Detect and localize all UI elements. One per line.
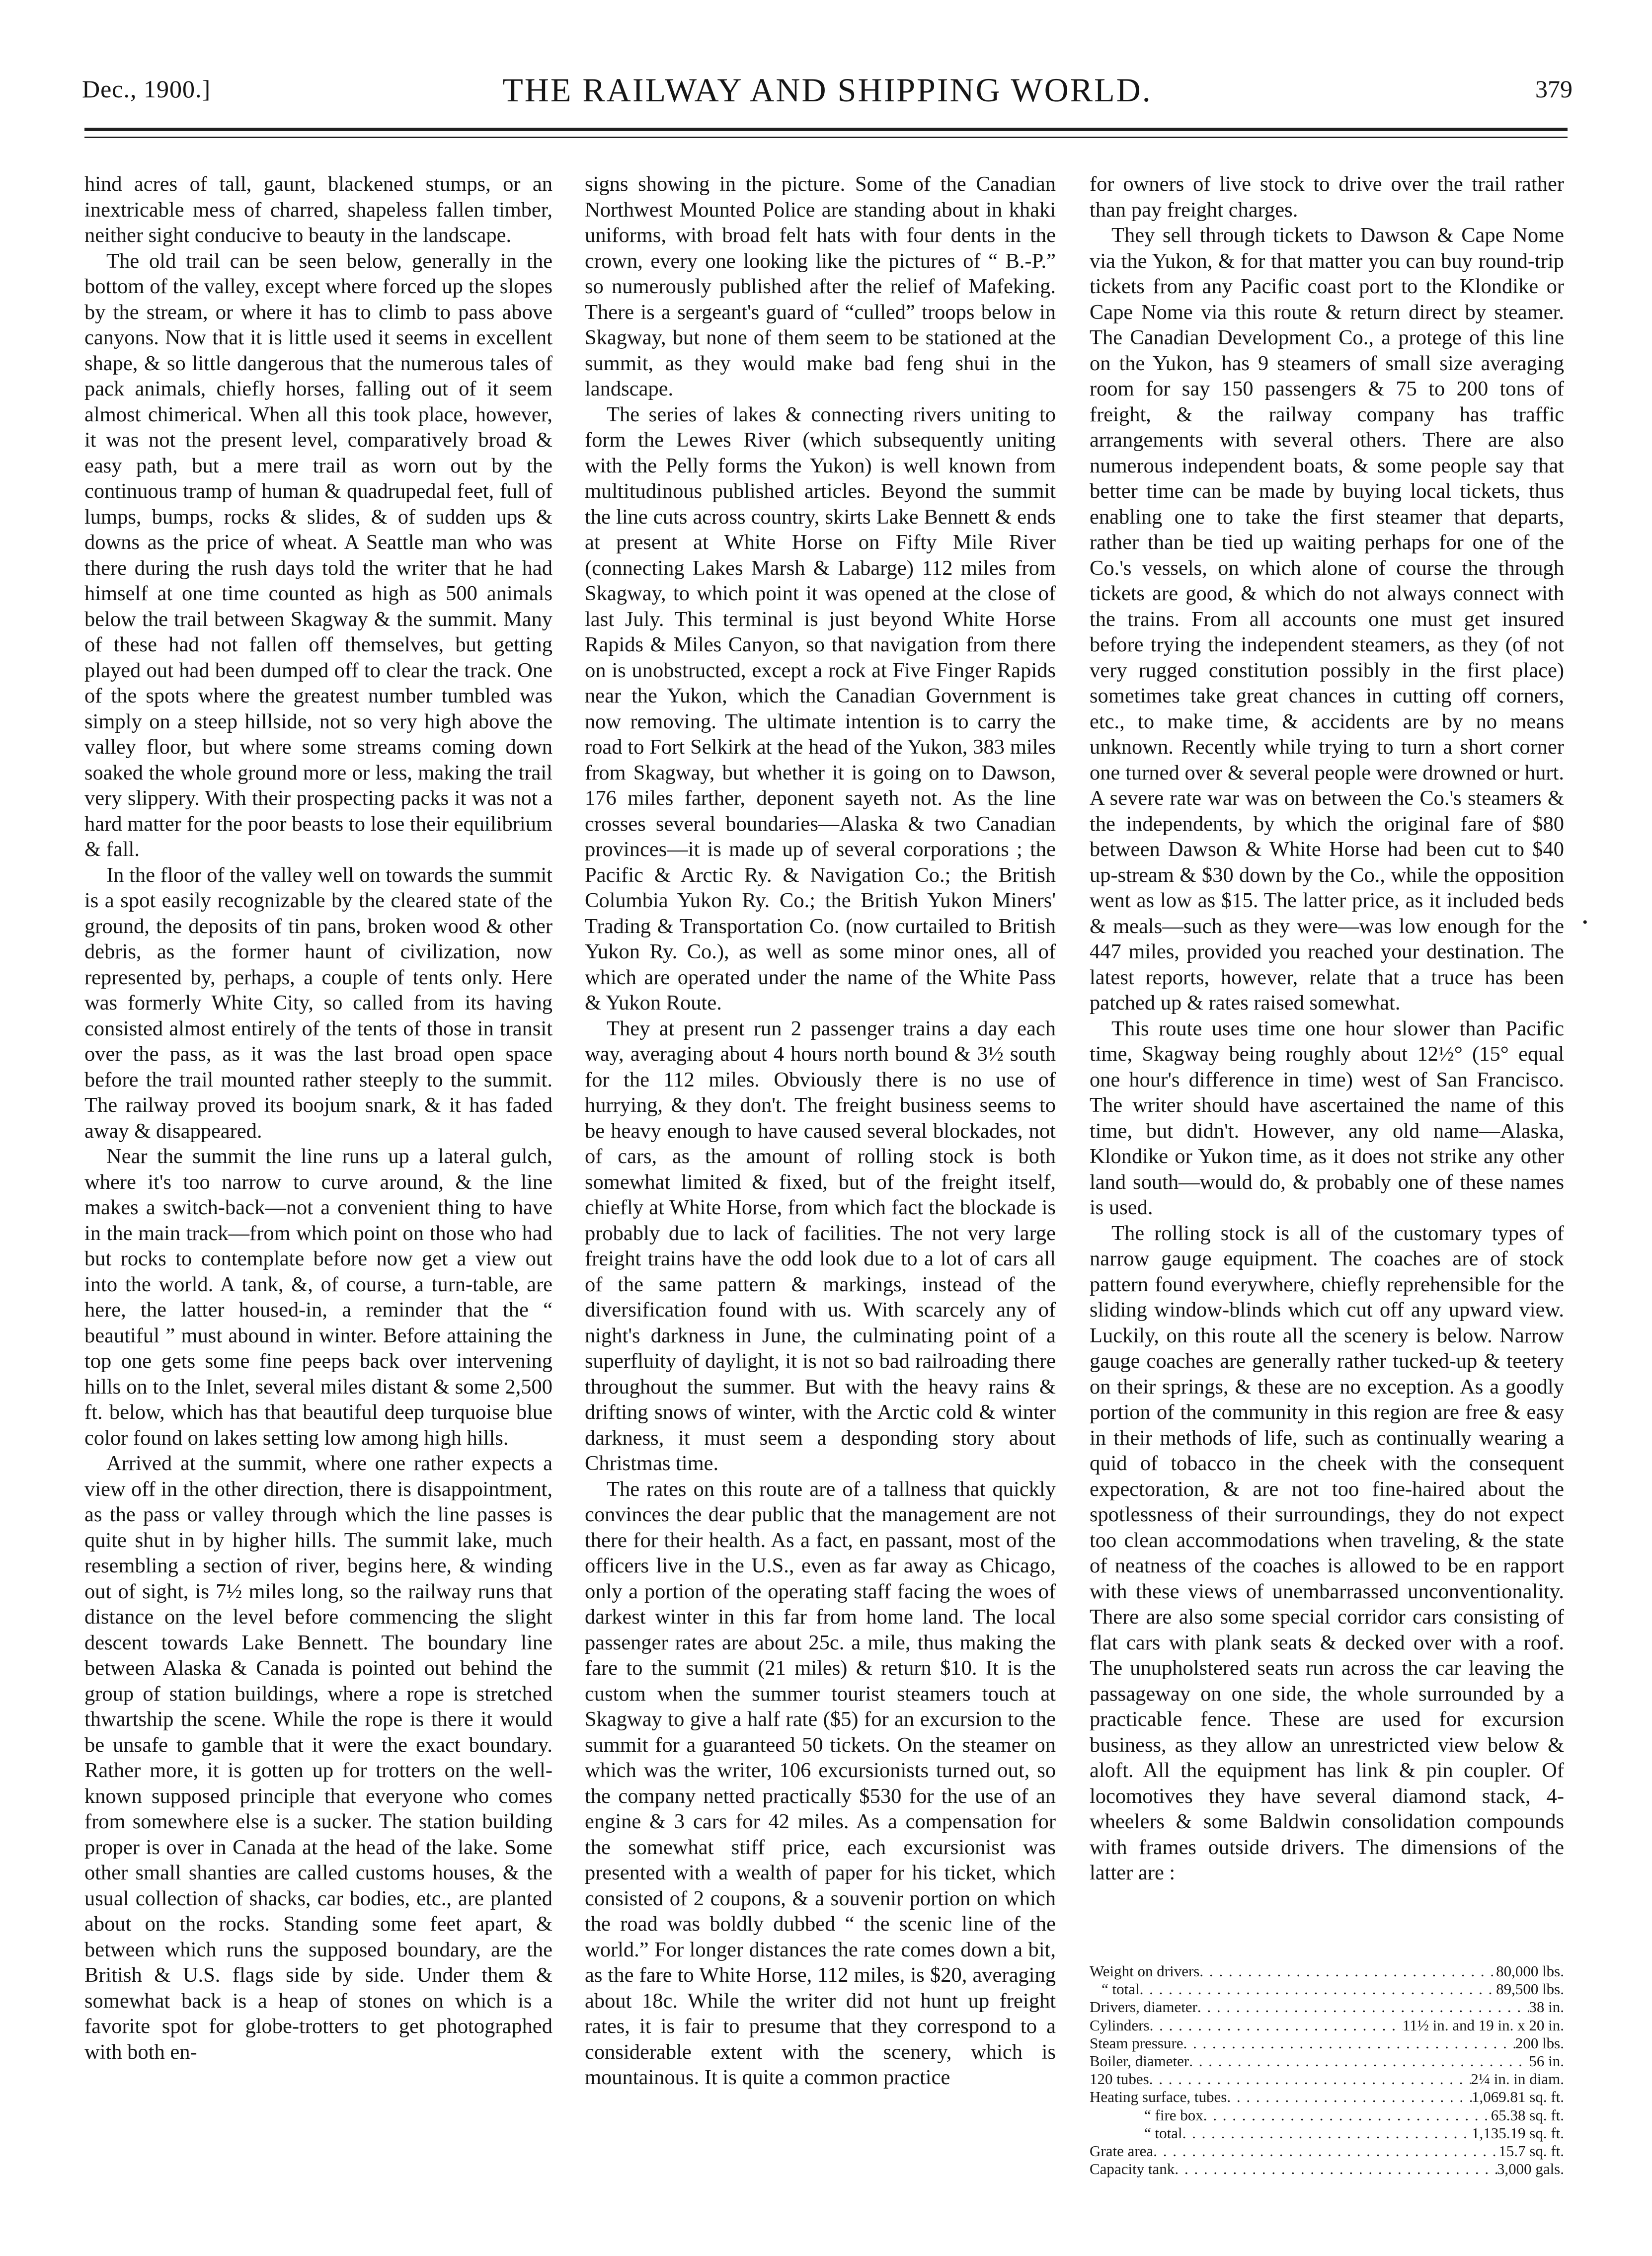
spec-value: 1,069.81 sq. ft. — [1472, 2088, 1564, 2106]
spec-label: Drivers, diameter — [1090, 1998, 1197, 2016]
paragraph: In the floor of the valley well on towards the summit is a spot easily recognizable by the cleared state of the ground, the deposits of tin pans, broken wood & other debris, as the former haunt of civilization, now represented by, perhaps, a couple of tents only. Here was formerly White City, so called from its having consisted almost entirely of the tents of those in transit over the pass, as it was the last broad open space before the trail mounted rather steeply to the summit. The railway proved its boojum snark, & it has faded away & disappeared. — [84, 863, 552, 1143]
spec-value: 65.38 sq. ft. — [1491, 2106, 1564, 2124]
spec-row — [1090, 2088, 1564, 2106]
spec-label: 120 tubes — [1090, 2070, 1149, 2088]
text-column-2 — [585, 171, 1056, 2091]
paragraph: The rolling stock is all of the customary types of narrow gauge equipment. The coaches are of stock pattern found everywhere, chiefly reprehensible for the sliding window-blinds which cut off any upward view. Luckily, on this route all the scenery is below. Narrow gauge coaches are generally rather tucked-up & teetery on their springs, & these are no exception. As a goodly portion of the community in this region are free & easy in their methods of life, such as continually wearing a quid of tobacco in the cheek with the consequent expectoration, & are not too fine-haired about the spotlessness of their surroundings, they do not expect too clean accommodations when traveling, & the state of neatness of the coaches is allowed to be en rapport with these views of unembarrassed unconventionality. There are also some special corridor cars consisting of flat cars with plank seats & decked over with a roof. The unupholstered seats run across the car leaving the passageway on one side, the whole surrounded by a practicable fence. These are used for excursion business, as they allow an unrestricted view below & aloft. All the equipment has link & pin coupler. Of locomotives they have several diamond stack, 4-wheelers & some Baldwin consolidation compounds with frames outside drivers. The dimensions of the latter are : — [1090, 1221, 1564, 1884]
spec-label: “ total — [1144, 2124, 1182, 2142]
spec-row — [1090, 2124, 1564, 2142]
paragraph: This route uses time one hour slower than Pacific time, Skagway being roughly about 12½° (15° equal one hour's difference in time) west of San Francisco. The writer should have ascertained the name of this time, but didn't. However, any old name—Alaska, Klondike or Yukon time, as it does not strike any other land south—would do, & probably one of these names is used. — [1090, 1016, 1564, 1219]
spec-label: Grate area — [1090, 2142, 1154, 2160]
page-number: 379 — [1535, 75, 1573, 103]
text-column-3 — [1090, 171, 1564, 1886]
spec-label: Heating surface, tubes — [1090, 2088, 1227, 2106]
leader-dots — [1183, 2034, 1515, 2052]
issue-date: Dec., 1900.] — [82, 75, 211, 103]
paragraph: hind acres of tall, gaunt, blackened stumps, or an inextricable mess of charred, shapeless fallen timber, neither sight conducive to beauty in the landscape. — [84, 172, 552, 247]
spec-value: 200 lbs. — [1515, 2034, 1564, 2052]
paragraph: The rates on this route are of a tallness that quickly convinces the dear public that the management are not there for their health. As a fact, en passant, most of the officers live in the U.S., even as far away as Chicago, only a portion of the operating staff facing the woes of darkest winter in this far from home land. The local passenger rates are about 25c. a mile, thus making the fare to the summit (21 miles) & return $10. It is the custom when the summer tourist steamers touch at Skagway to give a half rate ($5) for an excursion to the summit for a guaranteed 50 tickets. On the steamer on which was the writer, 106 excursionists turned out, so the company netted practically $530 for the use of an engine & 3 cars for 42 miles. As a compensation for the somewhat stiff price, each excursionist was presented with a wealth of paper for his ticket, which consisted of 2 coupons, & a souvenir portion on which the road was boldly dubbed “ the scenic line of the world.” For longer distances the rate comes down a bit, as the fare to White Horse, 112 miles, is $20, averaging about 18c. While the writer did not hunt up freight rates, it is fair to presume that they correspond to a considerable extent with the scenery, which is mountainous. It is quite a common practice — [585, 1477, 1056, 2089]
spec-row — [1090, 2070, 1564, 2088]
spec-row — [1090, 2106, 1564, 2124]
spec-label: Weight on drivers — [1090, 1962, 1200, 1980]
paragraph: signs showing in the picture. Some of the Canadian Northwest Mounted Police are standing about in khaki uniforms, with broad felt hats with four dents in the crown, every one looking like the pictures of “ B.-P.” so numerously published after the relief of Mafeking. There is a sergeant's guard of “culled” troops below in Skagway, but none of them seem to be stationed at the summit, as they would make bad feng shui in the landscape. — [585, 172, 1056, 400]
spec-value: 3,000 gals. — [1496, 2160, 1564, 2178]
spec-label: “ total — [1101, 1980, 1140, 1998]
paragraph: Near the summit the line runs up a lateral gulch, where it's too narrow to curve around, & the line makes a switch-back—not a convenient thing to have in the main track—from which point on those who had but rocks to contemplate before now get a view out into the world. A tank, &, of course, a turn-table, are here, the latter housed-in, a reminder that the “ beautiful ” must abound in winter. Before attaining the top one gets some fine peeps back over intervening hills on to the Inlet, several miles distant & some 2,500 ft. below, which has that beautiful deep turquoise blue color found on lakes setting low among high hills. — [84, 1145, 552, 1450]
leader-dots — [1199, 1962, 1496, 1980]
spec-row — [1090, 2160, 1564, 2178]
leader-dots — [1149, 2070, 1471, 2088]
spec-row — [1090, 2142, 1564, 2160]
spec-value: 80,000 lbs. — [1496, 1962, 1564, 1980]
spec-label: Capacity tank — [1090, 2160, 1175, 2178]
spec-label: Boiler, diameter — [1090, 2052, 1189, 2070]
paragraph: They sell through tickets to Dawson & Cape Nome via the Yukon, & for that matter you can buy round-trip tickets from any Pacific coast port to the Klondike or Cape Nome via this route & return direct by steamer. The Canadian Development Co., a protege of this line on the Yukon, has 9 steamers of small size averaging room for say 150 passengers & 75 to 200 tons of freight, & the railway company has traffic arrangements with several others. There are also numerous independent boats, & some people say that better time can be made by buying local tickets, thus enabling one to take the first steamer that departs, rather than be tied up waiting perhaps for one of the Co.'s vessels, on which alone of course the through tickets are good, & which do not always connect with the trains. From all accounts one must get insured before trying the independent steamers, as they (of not very rugged constitution possibly in the first place) sometimes take great chances in cutting off corners, etc., to make time, & accidents are by no means unknown. Recently while trying to turn a short corner one turned over & several people were drowned or hurt. A severe rate war was on between the Co.'s steamers & the independents, by which the original fare of $80 between Dawson & White Horse had been cut to $40 up-stream & $30 down by the Co., while the opposition went as low as $15. The latter price, as it included beds & meals—such as they were—was low enough for the 447 miles, provided you reached your destination. The latest reports, however, relate that a truce has been patched up & rates raised somewhat. — [1090, 224, 1564, 1014]
spec-value: 2¼ in. in diam. — [1471, 2070, 1564, 2088]
spec-row — [1090, 1962, 1564, 1980]
paragraph: They at present run 2 passenger trains a day each way, averaging about 4 hours north bound & 3½ south for the 112 miles. Obviously there is no use of hurrying, & they don't. The freight business seems to be heavy enough to have caused several blockades, not of cars, as the amount of rolling stock is both somewhat limited & fixed, but of the freight itself, chiefly at White Horse, from which fact the blockade is probably due to lack of facilities. The not very large freight trains have the odd look due to a lot of cars all of the same pattern & markings, instead of the diversification found with us. With scarcely any of night's darkness in June, the culminating point of a superfluity of daylight, it is not so bad railroading there throughout the summer. But with the heavy rains & drifting snows of winter, with the Arctic cold & winter darkness, it must seem a desponding story about Christmas time. — [585, 1016, 1056, 1475]
leader-dots — [1140, 1980, 1496, 1998]
spec-value: 11½ in. and 19 in. x 20 in. — [1402, 2016, 1564, 2034]
publication-title: THE RAILWAY AND SHIPPING WORLD. — [502, 71, 1152, 109]
spec-row — [1090, 2034, 1564, 2052]
leader-dots — [1203, 2106, 1491, 2124]
header-rule-thick — [84, 128, 1568, 131]
leader-dots — [1189, 2052, 1529, 2070]
paragraph: Arrived at the summit, where one rather expects a view off in the other direction, there is disappointment, as the pass or valley through which the line passes is quite shut in by higher hills. The summit lake, much resembling a section of river, begins here, & winding out of sight, is 7½ miles long, so the railway runs that distance on the level before commencing the slight descent towards Lake Bennett. The boundary line between Alaska & Canada is pointed out behind the group of station buildings, where a rope is stretched thwartship the scene. While the rope is there it would be unsafe to gamble that it were the exact boundary. Rather more, it is gotten up for trotters on the well-known supposed principle that everyone who comes from somewhere else is a sucker. The station building proper is over in Canada at the head of the lake. Some other small shanties are called customs houses, & the usual collection of shacks, car bodies, etc., are planted about on the rocks. Standing some feet apart, & between which runs the supposed boundary, are the British & U.S. flags side by side. Under them & somewhat back is a heap of stones on which is a favorite spot for globe-trotters to get photographed with both en- — [84, 1452, 552, 2064]
spec-value: 38 in. — [1529, 1998, 1564, 2016]
locomotive-specifications-table — [1090, 1962, 1564, 2178]
leader-dots — [1197, 1998, 1529, 2016]
paragraph: for owners of live stock to drive over the trail rather than pay freight charges. — [1090, 172, 1564, 222]
spec-value: 56 in. — [1529, 2052, 1564, 2070]
leader-dots — [1227, 2088, 1472, 2106]
spec-value: 1,135.19 sq. ft. — [1472, 2124, 1564, 2142]
spec-label: Cylinders — [1090, 2016, 1150, 2034]
leader-dots — [1175, 2160, 1497, 2178]
spec-row — [1090, 2017, 1564, 2034]
leader-dots — [1150, 2017, 1403, 2034]
spec-row — [1090, 1998, 1564, 2016]
spec-row — [1090, 1980, 1564, 1998]
text-column-1 — [84, 171, 552, 2065]
header-rule-thin — [84, 137, 1568, 138]
page-header — [82, 71, 1573, 120]
spec-label: Steam pressure — [1090, 2034, 1183, 2052]
paragraph: The series of lakes & connecting rivers uniting to form the Lewes River (which subsequently uniting with the Pelly forms the Yukon) is well known from multitudinous published articles. Beyond the summit the line cuts across country, skirts Lake Bennett & ends at present at White Horse on Fifty Mile River (connecting Lakes Marsh & Labarge) 112 miles from Skagway, to which point it was opened at the close of last July. This terminal is just beyond White Horse Rapids & Miles Canyon, so that navigation from there on is unobstructed, except a rock at Five Finger Rapids near the Yukon, which the Canadian Government is now removing. The ultimate intention is to carry the road to Fort Selkirk at the head of the Yukon, 383 miles from Skagway, but whether it is going on to Dawson, 176 miles farther, deponent sayeth not. As the line crosses several boundaries—Alaska & two Canadian provinces—it is made up of several corporations ; the Pacific & Arctic Ry. & Navigation Co.; the British Columbia Yukon Ry. Co.; the British Yukon Miners' Trading & Transportation Co. (now curtailed to British Yukon Ry. Co.), as well as some minor ones, all of which are operated under the name of the White Pass & Yukon Route. — [585, 402, 1056, 1014]
margin-mark: • — [1582, 914, 1588, 931]
leader-dots — [1182, 2124, 1472, 2142]
spec-value: 89,500 lbs. — [1496, 1980, 1564, 1998]
spec-row — [1090, 2052, 1564, 2070]
leader-dots — [1153, 2142, 1498, 2160]
spec-label: “ fire box — [1144, 2106, 1203, 2124]
paragraph: The old trail can be seen below, generally in the bottom of the valley, except where forced up the slopes by the stream, or where it has to climb to pass above canyons. Now that it is little used it seems in excellent shape, & so little dangerous that the numerous tales of pack animals, chiefly horses, falling out of it seem almost chimerical. When all this took place, however, it was not the present level, comparatively broad & easy path, but a mere trail as worn out by the continuous tramp of human & quadrupedal feet, full of lumps, bumps, rocks & slides, & of sudden ups & downs as the price of wheat. A Seattle man who was there during the rush days told the writer that he had himself at one time counted as high as 500 animals below the trail between Skagway & the summit. Many of these had not fallen off themselves, but getting played out had been dumped off to clear the track. One of the spots where the greatest number tumbled was simply on a steep hillside, not so very high above the valley floor, but where some streams coming down soaked the whole ground more or less, making the trail very slippery. With their prospecting packs it was not a hard matter for the poor beasts to lose their equilibrium & fall. — [84, 249, 552, 861]
spec-value: 15.7 sq. ft. — [1498, 2142, 1564, 2160]
